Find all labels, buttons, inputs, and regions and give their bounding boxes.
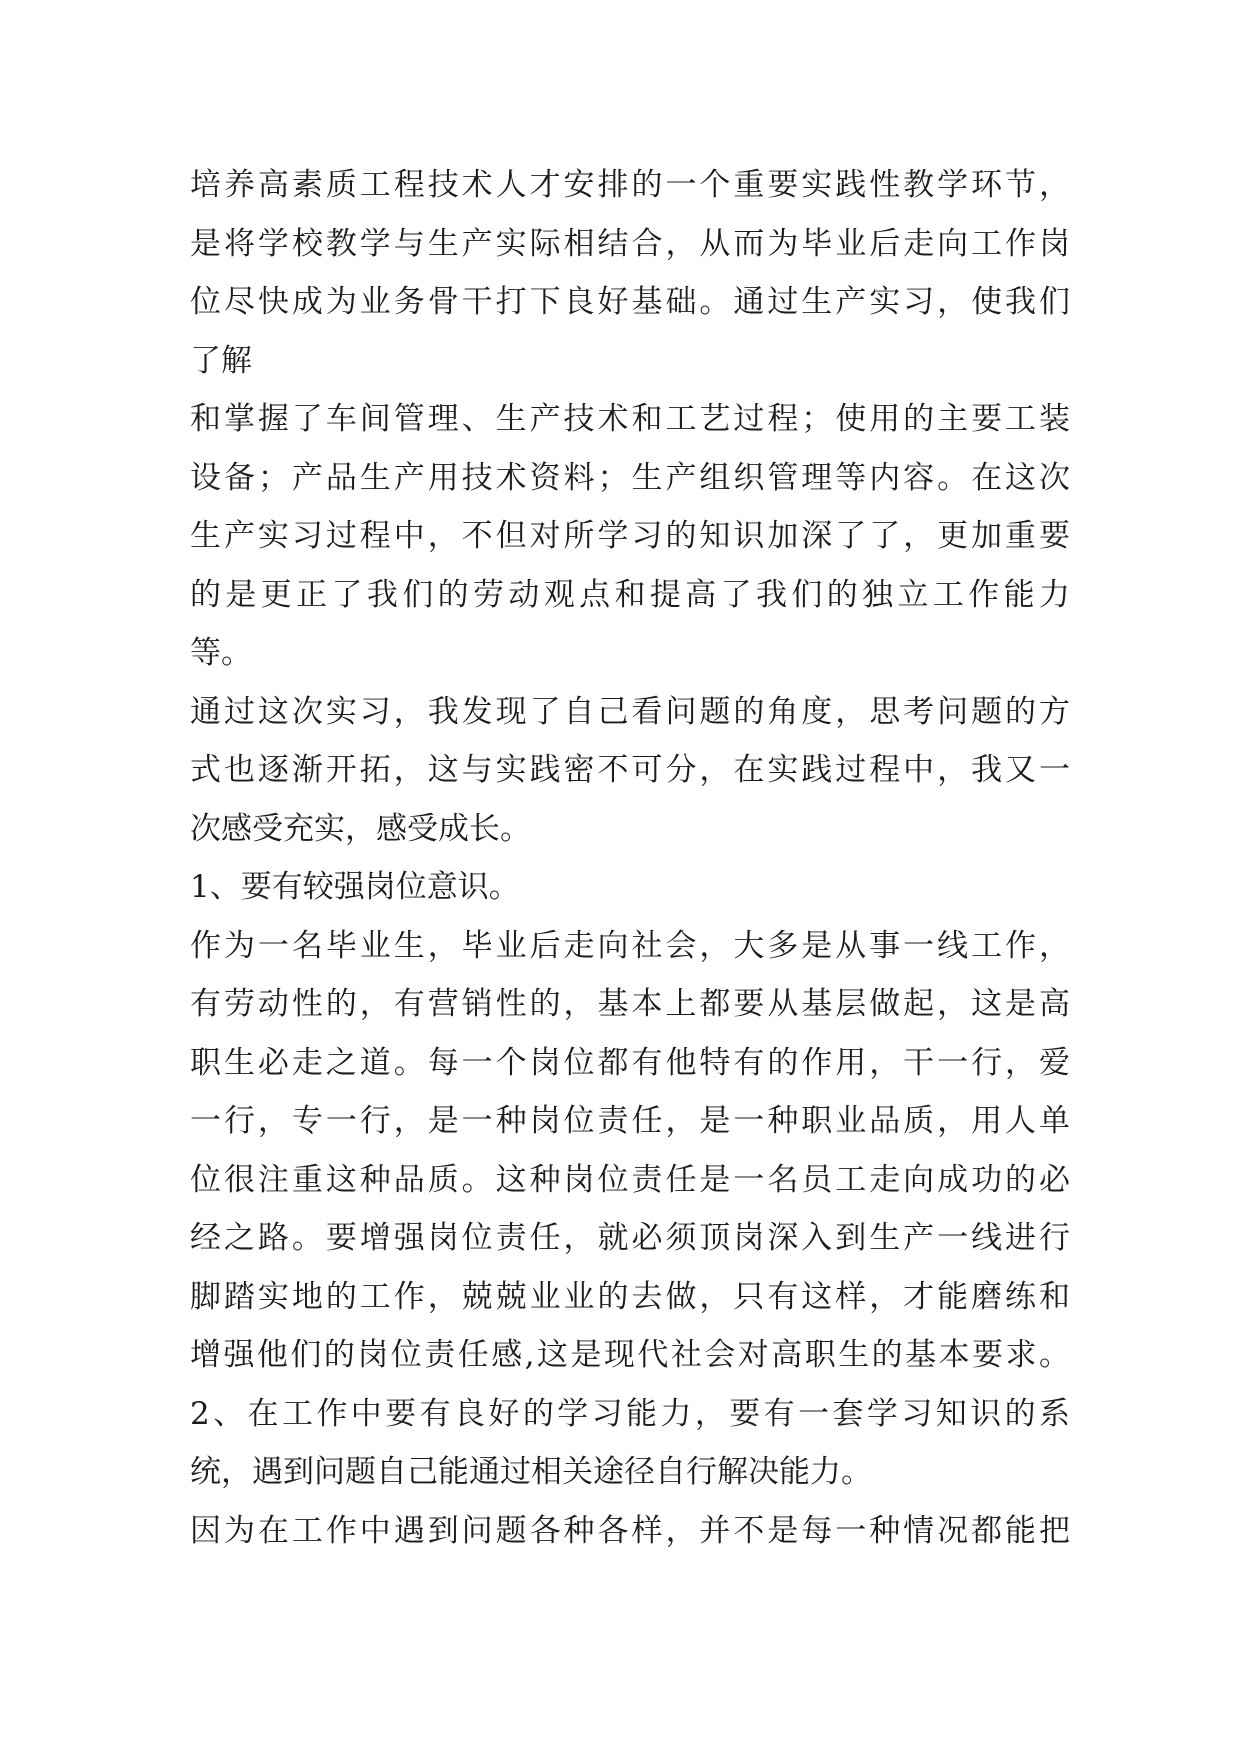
body-text: [190, 156, 1070, 1560]
text-line: 增强他们的岗位责任感,这是现代社会对高职生的基本要求。: [190, 1337, 1070, 1373]
text-line: 统，遇到问题自己能通过相关途径自行解决能力。: [190, 1454, 872, 1490]
text-line: 位很注重这种品质。这种岗位责任是一名员工走向成功的必: [190, 1161, 1070, 1198]
text-line: 和掌握了车间管理、生产技术和工艺过程；使用的主要工装: [190, 401, 1070, 437]
text-line: 有劳动性的，有营销性的，基本上都要从基层做起，这是高: [190, 986, 1070, 1022]
text-line: 设备；产品生产用技术资料；生产组织管理等内容。在这次: [190, 459, 1070, 496]
text-line: 位尽快成为业务骨干打下良好基础。通过生产实习，使我们: [190, 284, 1070, 320]
text-line: 因为在工作中遇到问题各种各样，并不是每一种情况都能把: [190, 1512, 1070, 1549]
text-line: 一行，专一行，是一种岗位责任，是一种职业品质，用人单: [190, 1103, 1070, 1139]
text-line: 2、在工作中要有良好的学习能力，要有一套学习知识的系: [190, 1395, 1070, 1432]
text-line: 通过这次实习，我发现了自己看问题的角度，思考问题的方: [190, 693, 1070, 730]
text-line: 等。: [190, 635, 252, 671]
text-line: 的是更正了我们的劳动观点和提高了我们的独立工作能力: [190, 576, 1070, 613]
text-line: 是将学校教学与生产实际相结合，从而为毕业后走向工作岗: [190, 225, 1070, 262]
text-line: 经之路。要增强岗位责任，就必须顶岗深入到生产一线进行: [190, 1220, 1070, 1256]
text-line: 作为一名毕业生，毕业后走向社会，大多是从事一线工作，: [190, 927, 1070, 964]
text-line: 职生必走之道。每一个岗位都有他特有的作用，干一行，爱: [190, 1044, 1070, 1081]
text-line: 生产实习过程中，不但对所学习的知识加深了了，更加重要: [190, 518, 1070, 554]
text-line: 式也逐渐开拓，这与实践密不可分，在实践过程中，我又一: [190, 752, 1070, 788]
text-line: 1、要有较强岗位意识。: [190, 869, 520, 905]
text-line: 脚踏实地的工作，兢兢业业的去做，只有这样，才能磨练和: [190, 1278, 1070, 1315]
text-line: 了解: [190, 342, 252, 379]
text-line: 次感受充实，感受成长。: [190, 810, 531, 847]
text-line: 培养高素质工程技术人才安排的一个重要实践性教学环节，: [190, 167, 1070, 203]
